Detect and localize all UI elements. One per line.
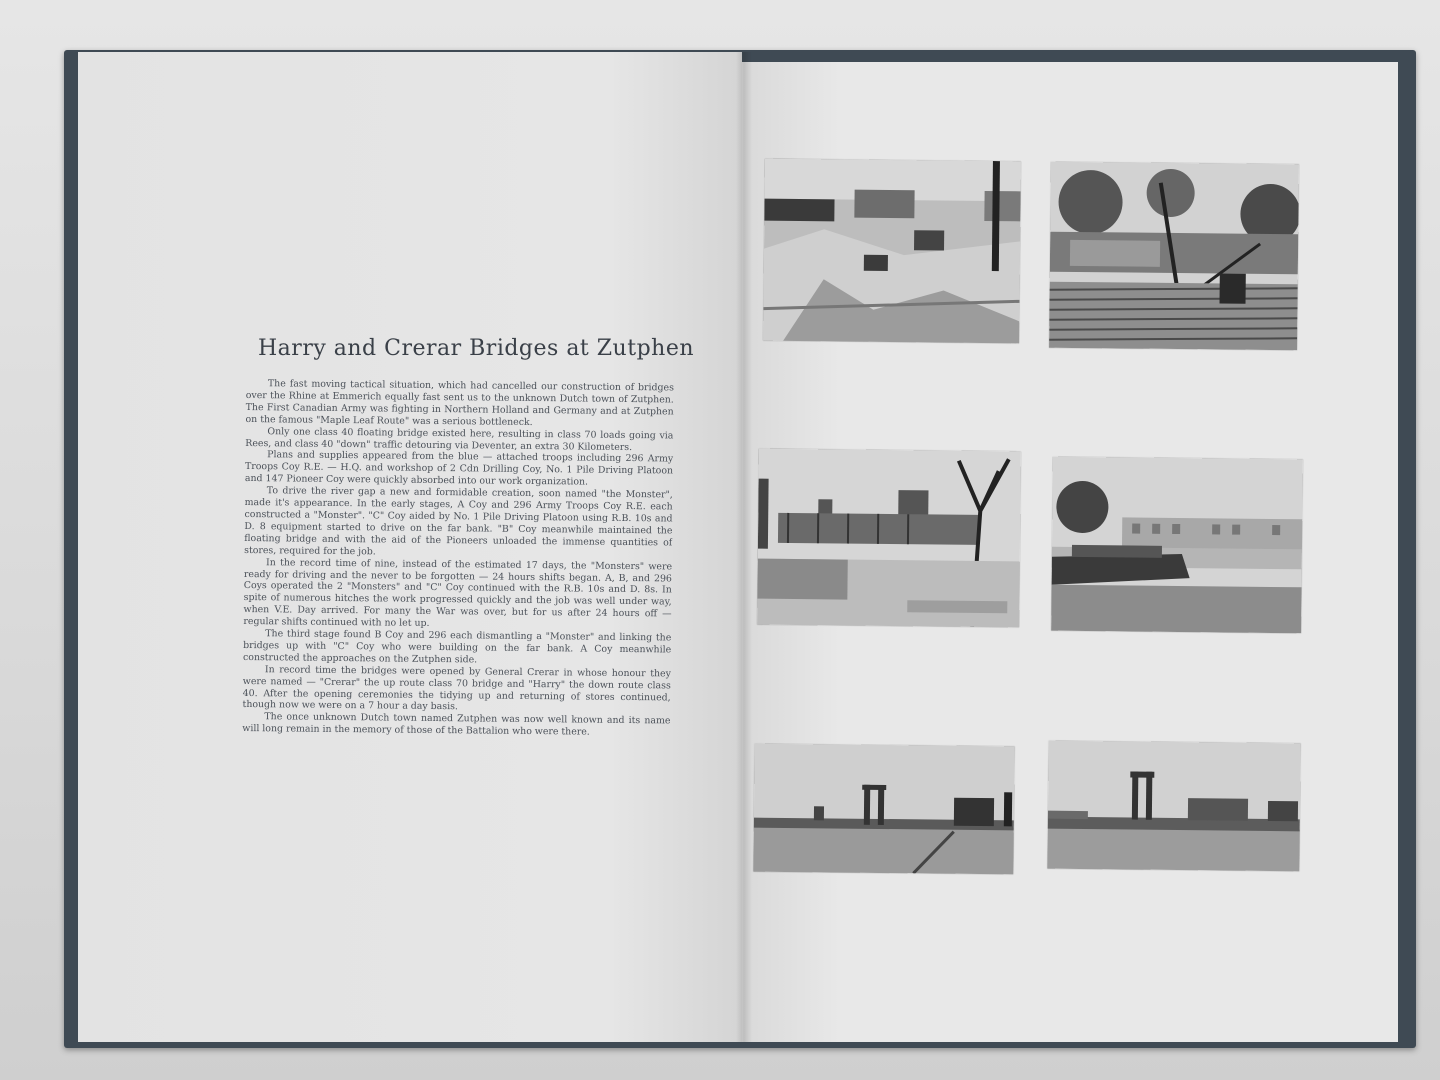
article-paragraph: The once unknown Dutch town named Zutphen was now well known and its name will long remain in the memory of those of the Battalion who were there. xyxy=(242,711,671,738)
article-paragraph: To drive the river gap a new and formidable creation, soon named "the Monster", made it's appearance. In the early stages, A Coy and 296 Army Troops Coy R.E. each constructed a "Monster". "C" Coy aided by No. 1 Pile Driving Platoon using R.B. 10s and D. 8 equipment started to drive on the far bank. "B" Coy meanwhile maintained the floating bridge and with the aid of the Pioneers unloaded the immense quantities of stores, required for the job. xyxy=(244,485,673,558)
article-paragraph: In the record time of nine, instead of the estimated 17 days, the "Monsters" were ready for driving and the never to be forgotten — 24 hours shifts began. A, B, and 296 Coys operated the 2 "Monsters" and "C" Coy continued with the R.B. 10s and D. 8s. In spite of numerous hitches the work progressed quickly and the job was well under way, when V.E. Day arrived. For many the War was over, but for us after 24 hours off — regular shifts continued with no let up. xyxy=(243,556,673,630)
article-paragraph: The fast moving tactical situation, which had cancelled our construction of bridges over the Rhine at Emmerich equally fast sent us to the unknown Dutch town of Zutphen. The First Canadian Army was fighting in Northern Holland and Germany and at Zutphen on the famous "Maple Leaf Route" was a serious bottleneck. xyxy=(245,378,674,428)
riverbank-barge-photo xyxy=(1051,457,1303,634)
lift-bridge-river-photo xyxy=(753,744,1014,875)
article-body xyxy=(241,378,674,882)
article-paragraph: Only one class 40 floating bridge existed here, resulting in class 70 loads going via Rees, and class 40 "down" traffic detouring via Deventer, an extra 30 Kilometers. xyxy=(245,425,674,453)
bridge-skyline-photo xyxy=(1047,741,1300,872)
article-paragraph: In record time the bridges were opened by General Crerar in whose honour they were named — "Crerar" the up route class 70 bridge and "Harry" the down route class 40. After the opening ceremonies the tidying up and returning of stores continued, though now we were on a 7 hour a day basis. xyxy=(242,663,671,713)
article-title: Harry and Crerar Bridges at Zutphen xyxy=(258,336,695,361)
book-gutter xyxy=(736,52,752,1042)
pile-driver-photo xyxy=(1049,162,1299,351)
construction-site-photo xyxy=(763,159,1021,344)
bridge-framework-photo xyxy=(757,449,1021,628)
article-paragraph: The third stage found B Coy and 296 each dismantling a "Monster" and linking the bridges up with "C" Coy who were building on the far bank. A Coy meanwhile constructed the approaches on the Zutphen side. xyxy=(243,628,672,666)
article-paragraph: Plans and supplies appeared from the blue — attached troops including 296 Army Troops Coy R.E. — H.Q. and workshop of 2 Cdn Drilling Coy, No. 1 Pile Driving Platoon and 147 Pioneer Coy were quickly absorbed into our work organization. xyxy=(244,449,674,488)
